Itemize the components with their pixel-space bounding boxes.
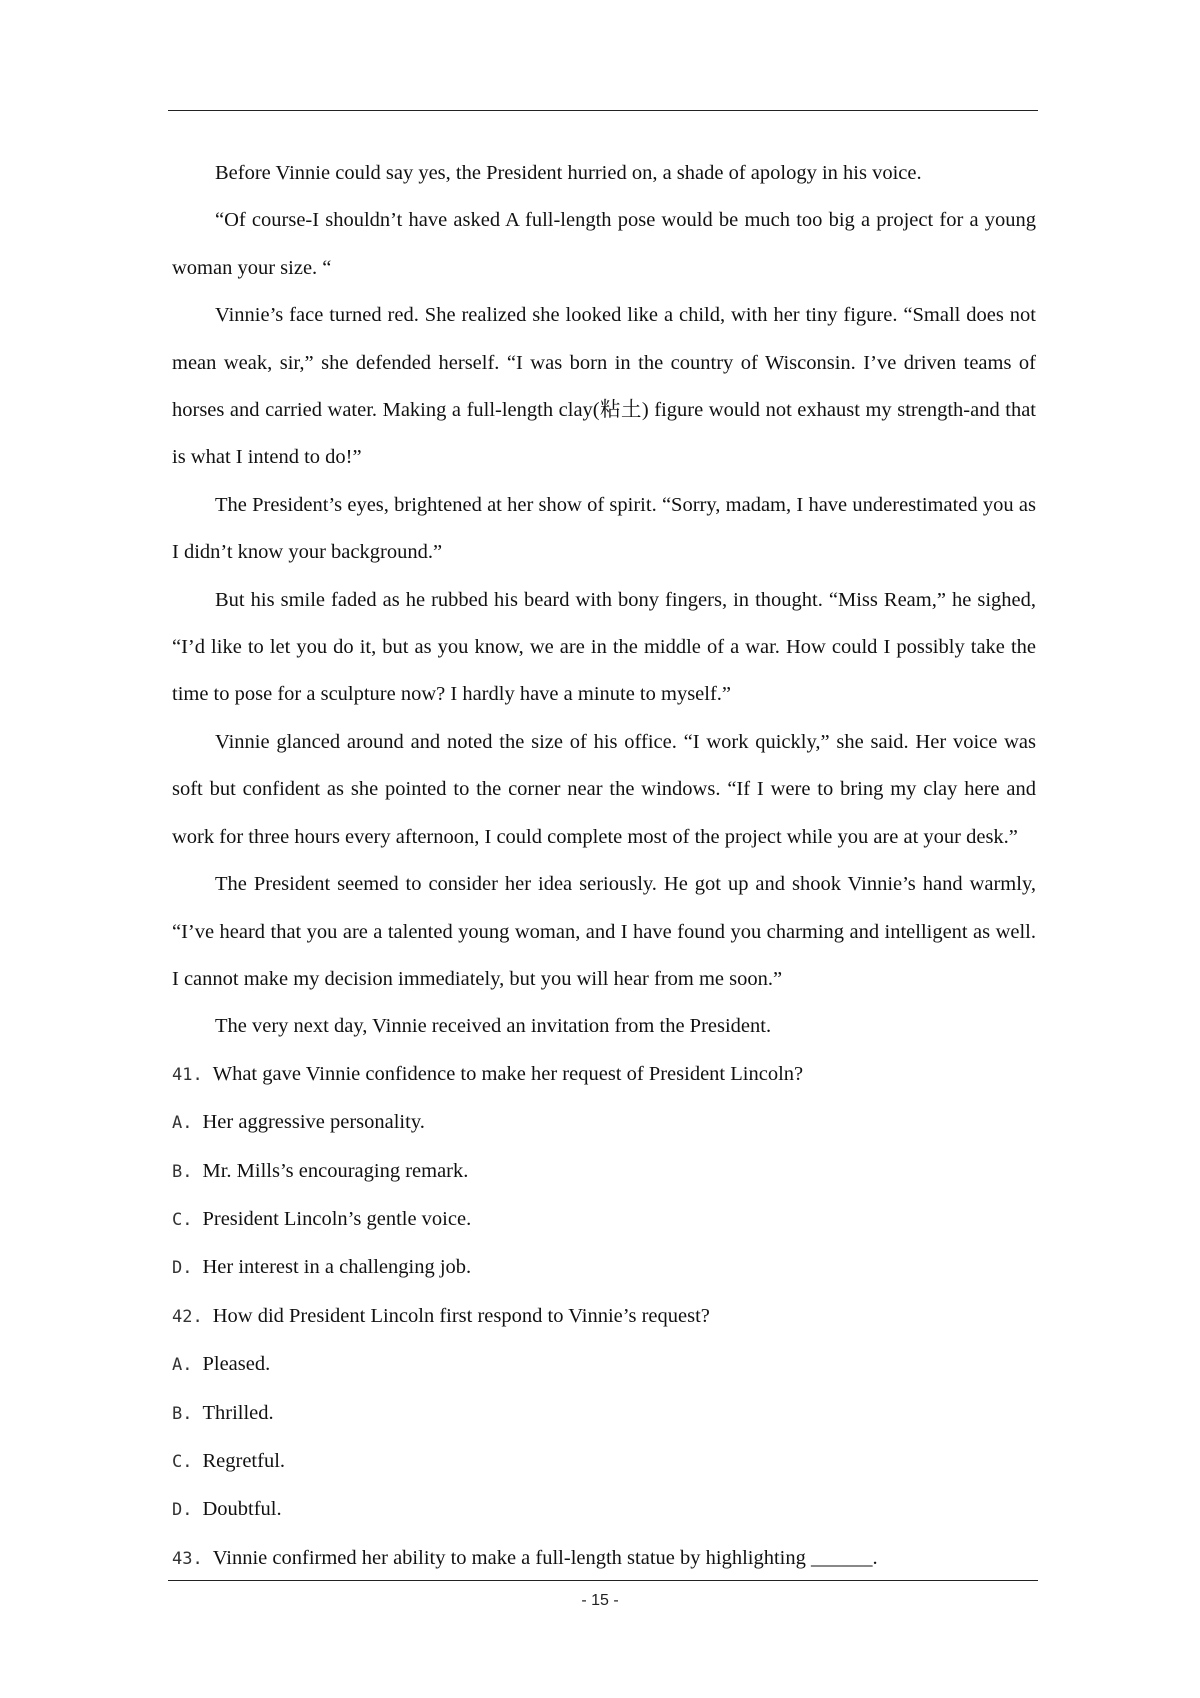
question-text: What gave Vinnie confidence to make her request of President Lincoln? — [212, 1062, 804, 1085]
passage-paragraph-3: Vinnie’s face turned red. She realized she looked like a child, with her tiny figure. “Small does not mean weak, sir,” she defended herself. “I was born in the country of Wisconsin. I’ve driven teams of horses and carried water. Making a full-length clay(粘土) figure would not exhaust my strength-and that is what I intend to do!” — [172, 304, 1036, 469]
question-42 — [172, 1293, 1036, 1535]
option-b — [172, 1390, 1036, 1438]
question-43 — [172, 1535, 1036, 1583]
question-number: 43. — [172, 1548, 203, 1569]
question-stem — [172, 1051, 1036, 1099]
option-text: President Lincoln’s gentle voice. — [202, 1207, 472, 1230]
question-stem — [172, 1535, 1036, 1583]
option-text: Mr. Mills’s encouraging remark. — [202, 1159, 469, 1182]
passage-paragraph-6: Vinnie glanced around and noted the size of his office. “I work quickly,” she said. Her voice was soft but confident as she pointed to the corner near the windows. “If I were to bring my clay here and work for three hours every afternoon, I could complete most of the project while you are at your desk.” — [172, 730, 1036, 848]
question-41 — [172, 1051, 1036, 1293]
footer-rule — [168, 1580, 1038, 1581]
option-b — [172, 1148, 1036, 1196]
option-text: Pleased. — [202, 1353, 271, 1376]
header-rule — [168, 110, 1038, 111]
option-letter: D. — [172, 1258, 193, 1279]
option-d — [172, 1244, 1036, 1292]
option-a — [172, 1341, 1036, 1389]
option-letter: D. — [172, 1500, 193, 1521]
option-text: Her interest in a challenging job. — [202, 1256, 472, 1279]
question-number: 41. — [172, 1064, 203, 1085]
option-letter: B. — [172, 1403, 193, 1424]
option-letter: A. — [172, 1355, 193, 1376]
question-stem — [172, 1293, 1036, 1341]
option-letter: A. — [172, 1113, 193, 1134]
passage-paragraph-4: The President’s eyes, brightened at her show of spirit. “Sorry, madam, I have underestimated you as I didn’t know your background.” — [172, 493, 1036, 564]
passage-paragraph-1: Before Vinnie could say yes, the President hurried on, a shade of apology in his voice. — [215, 162, 922, 184]
passage-paragraph-5: But his smile faded as he rubbed his beard with bony fingers, in thought. “Miss Ream,” he sighed, “I’d like to let you do it, but as you know, we are in the middle of a war. How could I possibly take the time to pose for a sculpture now? I hardly have a minute to myself.” — [172, 588, 1036, 706]
option-text: Her aggressive personality. — [202, 1111, 425, 1134]
option-text: Regretful. — [202, 1449, 286, 1472]
option-letter: B. — [172, 1161, 193, 1182]
question-text: How did President Lincoln first respond to Vinnie’s request? — [212, 1304, 710, 1327]
option-text: Thrilled. — [202, 1401, 274, 1424]
passage-paragraph-2: “Of course-I shouldn’t have asked A full-length pose would be much too big a project for a young woman your size. “ — [172, 209, 1036, 279]
option-c — [172, 1438, 1036, 1486]
option-letter: C. — [172, 1451, 193, 1472]
page-content — [172, 150, 1036, 1583]
option-text: Doubtful. — [202, 1498, 282, 1521]
option-d — [172, 1486, 1036, 1534]
option-c — [172, 1196, 1036, 1244]
question-text: Vinnie confirmed her ability to make a full-length statue by highlighting ______. — [212, 1546, 878, 1569]
page-number: - 15 - — [581, 1592, 619, 1609]
option-a — [172, 1099, 1036, 1147]
passage-paragraph-7: The President seemed to consider her idea seriously. He got up and shook Vinnie’s hand warmly, “I’ve heard that you are a talented young woman, and I have found you charming and intelligent as well. I cannot make my decision immediately, but you will hear from me soon.” — [172, 873, 1036, 990]
question-number: 42. — [172, 1306, 203, 1327]
passage-paragraph-8: The very next day, Vinnie received an invitation from the President. — [215, 1015, 772, 1038]
option-letter: C. — [172, 1209, 193, 1230]
